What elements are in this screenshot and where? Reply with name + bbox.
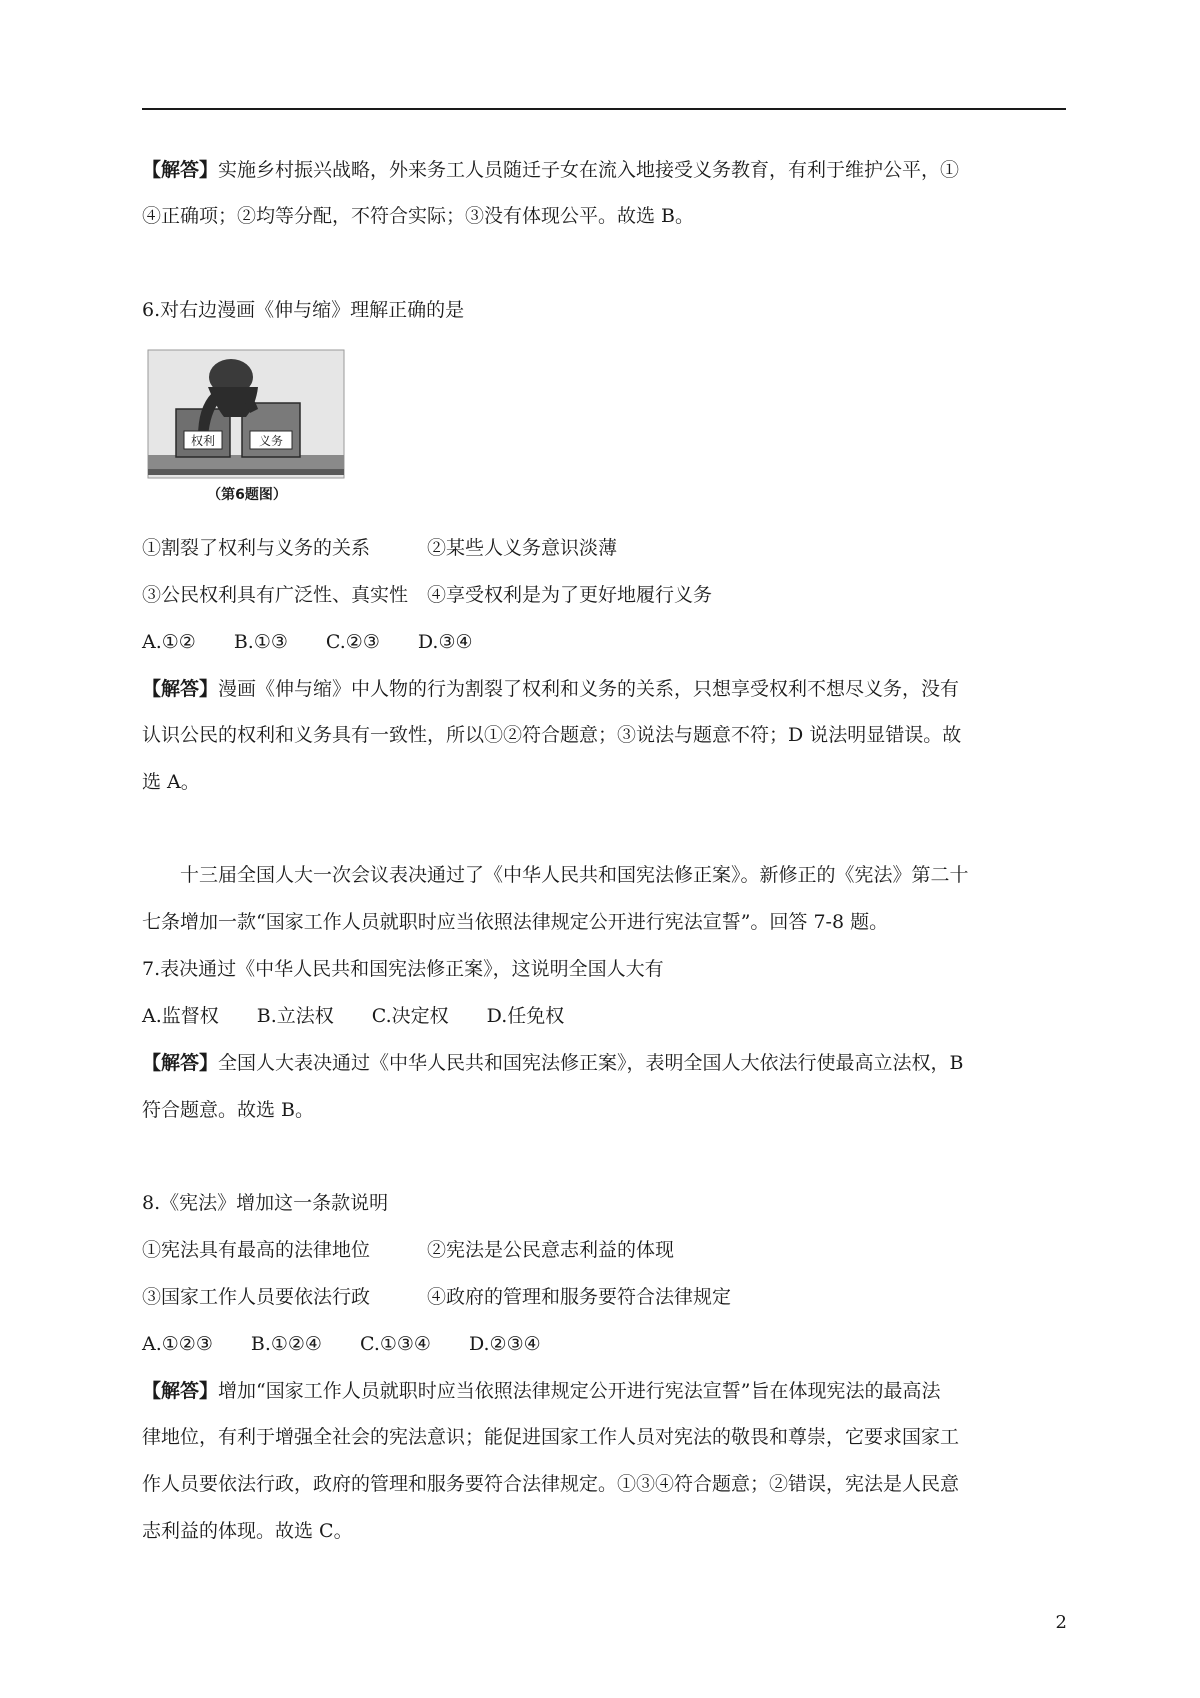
q5-answer-line-2: ④正确项；②均等分配，不符合实际；③没有体现公平。故选 B。 <box>142 205 695 227</box>
q5-answer-line-1: 【解答】实施乡村振兴战略，外来务工人员随迁子女在流入地接受义务教育，有利于维护公平，① <box>142 159 960 181</box>
q7-answer-line-2: 符合题意。故选 B。 <box>142 1099 315 1121</box>
figure-caption: （第6题图） <box>207 487 287 503</box>
material-line-1: 十三届全国人大一次会议表决通过了《中华人民共和国宪法修正案》。新修正的《宪法》第二十 <box>142 864 969 886</box>
cartoon-figure <box>146 347 348 512</box>
q8-answer-line-4: 志利益的体现。故选 C。 <box>142 1520 353 1542</box>
q8-options-row-1: ①宪法具有最高的法律地位 ②宪法是公民意志利益的体现 <box>142 1239 675 1261</box>
box-left-label: 权利 <box>190 434 216 448</box>
q7-stem: 7.表决通过《中华人民共和国宪法修正案》，这说明全国人大有 <box>142 958 664 980</box>
q8-answer-line-2: 律地位，有利于增强全社会的宪法意识；能促进国家工作人员对宪法的敬畏和尊崇，它要求国家工 <box>142 1426 960 1448</box>
page-number: 2 <box>1055 1612 1067 1633</box>
q6-options-row-1: ①割裂了权利与义务的关系 ②某些人义务意识淡薄 <box>142 537 618 559</box>
q7-answer-line-1: 【解答】全国人大表决通过《中华人民共和国宪法修正案》，表明全国人大依法行使最高立法权，B <box>142 1052 964 1074</box>
answer-tag: 【解答】 <box>142 159 219 181</box>
q8-options-row-2: ③国家工作人员要依法行政 ④政府的管理和服务要符合法律规定 <box>142 1286 732 1308</box>
q8-stem: 8.《宪法》增加这一条款说明 <box>142 1192 389 1214</box>
box-right-label: 义务 <box>258 434 284 448</box>
q6-choices: A.①② B.①③ C.②③ D.③④ <box>142 631 473 653</box>
q6-options-row-2: ③公民权利具有广泛性、真实性 ④享受权利是为了更好地履行义务 <box>142 584 713 606</box>
q8-answer-line-1: 【解答】增加“国家工作人员就职时应当依照法律规定公开进行宪法宣誓”旨在体现宪法的最高法 <box>142 1380 941 1402</box>
q8-answer-line-3: 作人员要依法行政，政府的管理和服务要符合法律规定。①③④符合题意；②错误，宪法是人民意 <box>142 1473 960 1495</box>
header-rule <box>142 108 1066 110</box>
q6-answer-line-2: 认识公民的权利和义务具有一致性，所以①②符合题意；③说法与题意不符；D 说法明显错误。故 <box>142 724 962 746</box>
q6-answer-line-3: 选 A。 <box>142 771 200 793</box>
q6-stem: 6.对右边漫画《伸与缩》理解正确的是 <box>142 299 465 321</box>
q8-choices: A.①②③ B.①②④ C.①③④ D.②③④ <box>142 1333 541 1355</box>
answer-tag: 【解答】 <box>142 678 219 700</box>
material-line-2: 七条增加一款“国家工作人员就职时应当依照法律规定公开进行宪法宣誓”。回答 7-8 题。 <box>142 911 889 933</box>
q7-choices: A.监督权 B.立法权 C.决定权 D.任免权 <box>142 1005 565 1027</box>
q6-answer-line-1: 【解答】漫画《伸与缩》中人物的行为割裂了权利和义务的关系，只想享受权利不想尽义务，没有 <box>142 678 960 700</box>
answer-tag: 【解答】 <box>142 1380 219 1402</box>
answer-tag: 【解答】 <box>142 1052 219 1074</box>
